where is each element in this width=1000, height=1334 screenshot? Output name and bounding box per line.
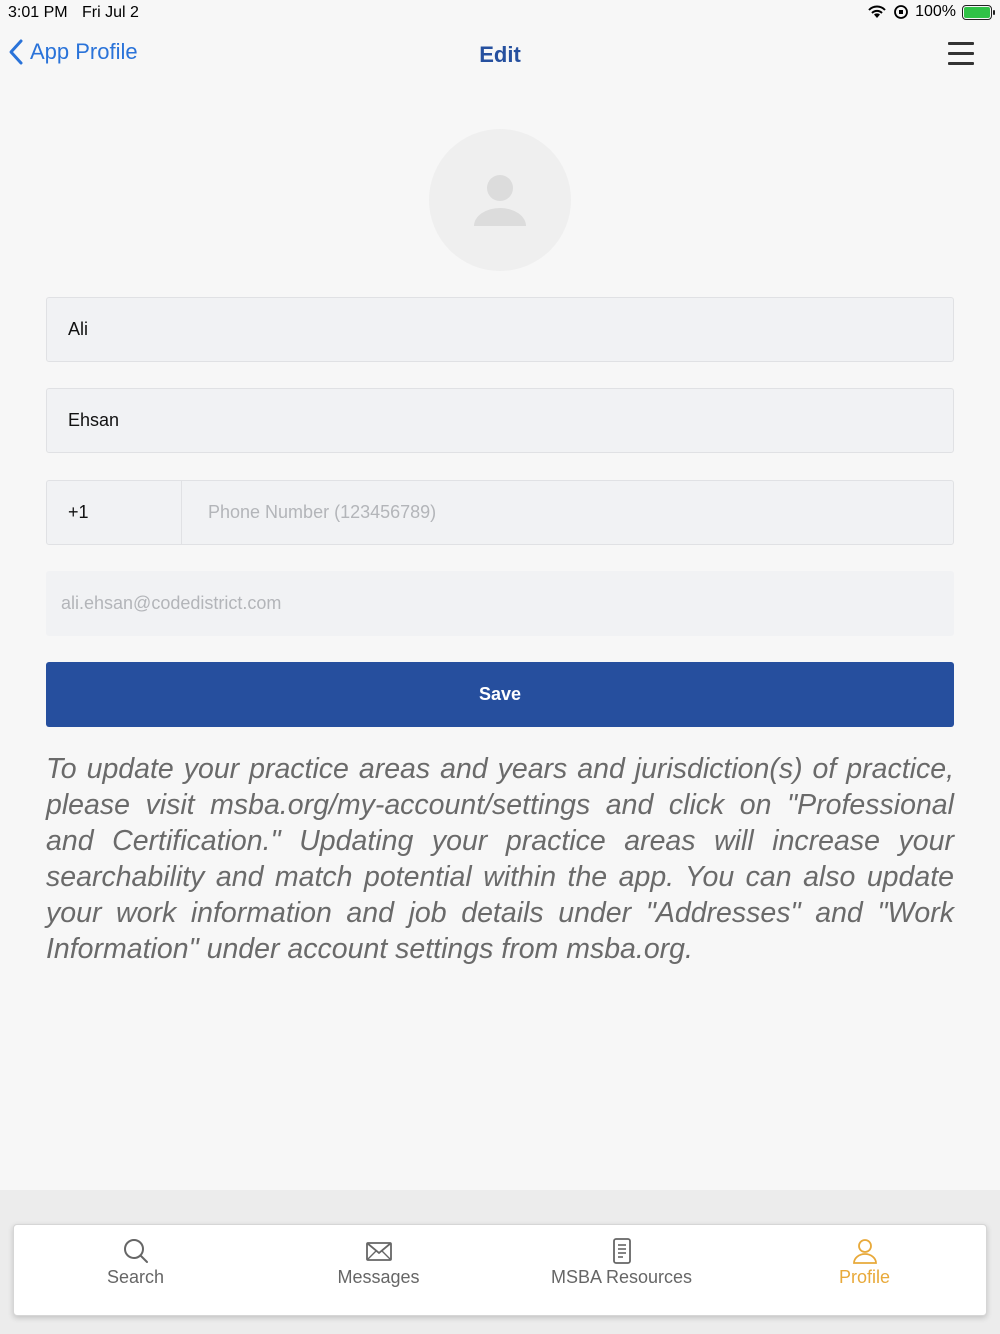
phone-placeholder: Phone Number (123456789)	[208, 502, 437, 522]
save-button[interactable]: Save	[46, 662, 954, 727]
orientation-lock-icon	[893, 4, 909, 20]
tab-search[interactable]	[14, 1225, 257, 1315]
tab-msba-resources-label: MSBA Resources	[550, 1267, 693, 1287]
status-bar	[0, 0, 1000, 26]
country-code-field[interactable]	[47, 481, 182, 544]
info-text: To update your practice areas and years and jurisdiction(s) of practice, please visit msba.org/my-account/settings and click on "Professional and Certification." Updating your practice areas will increase your searchability and match potential within the app. You can also update your work information and job details under "Addresses" and "Work Information" under account settings from msba.org.	[46, 753, 954, 965]
envelope-icon	[365, 1237, 393, 1265]
first-name-value: Ali	[68, 319, 89, 339]
search-icon	[122, 1237, 150, 1265]
document-icon	[608, 1237, 636, 1265]
email-field	[46, 571, 954, 636]
first-name-field[interactable]	[46, 297, 954, 362]
back-label: App Profile	[30, 39, 138, 64]
tab-msba-resources[interactable]	[500, 1225, 743, 1315]
tab-profile[interactable]	[743, 1225, 986, 1315]
last-name-field[interactable]	[46, 388, 954, 453]
status-date: Fri Jul 2	[82, 4, 139, 21]
tab-bar	[13, 1224, 987, 1316]
person-placeholder-icon	[472, 172, 528, 228]
menu-button[interactable]	[948, 42, 974, 68]
tab-messages-label: Messages	[337, 1267, 420, 1287]
tab-messages[interactable]	[257, 1225, 500, 1315]
country-code-value: +1	[68, 502, 89, 522]
status-indicators	[867, 3, 992, 21]
avatar[interactable]	[429, 129, 571, 271]
battery-icon	[962, 5, 992, 20]
tab-search-label: Search	[106, 1267, 165, 1287]
phone-row	[46, 480, 954, 545]
hamburger-icon	[948, 42, 974, 65]
wifi-icon	[867, 4, 887, 20]
nav-bar	[0, 30, 1000, 80]
email-value: ali.ehsan@codedistrict.com	[61, 593, 282, 613]
status-time: 3:01 PM	[8, 4, 68, 21]
phone-number-field[interactable]	[182, 481, 953, 544]
last-name-value: Ehsan	[68, 410, 120, 430]
person-icon	[851, 1237, 879, 1265]
tab-profile-label: Profile	[838, 1267, 891, 1287]
page-title: Edit	[479, 42, 521, 67]
battery-percent: 100%	[915, 3, 956, 20]
